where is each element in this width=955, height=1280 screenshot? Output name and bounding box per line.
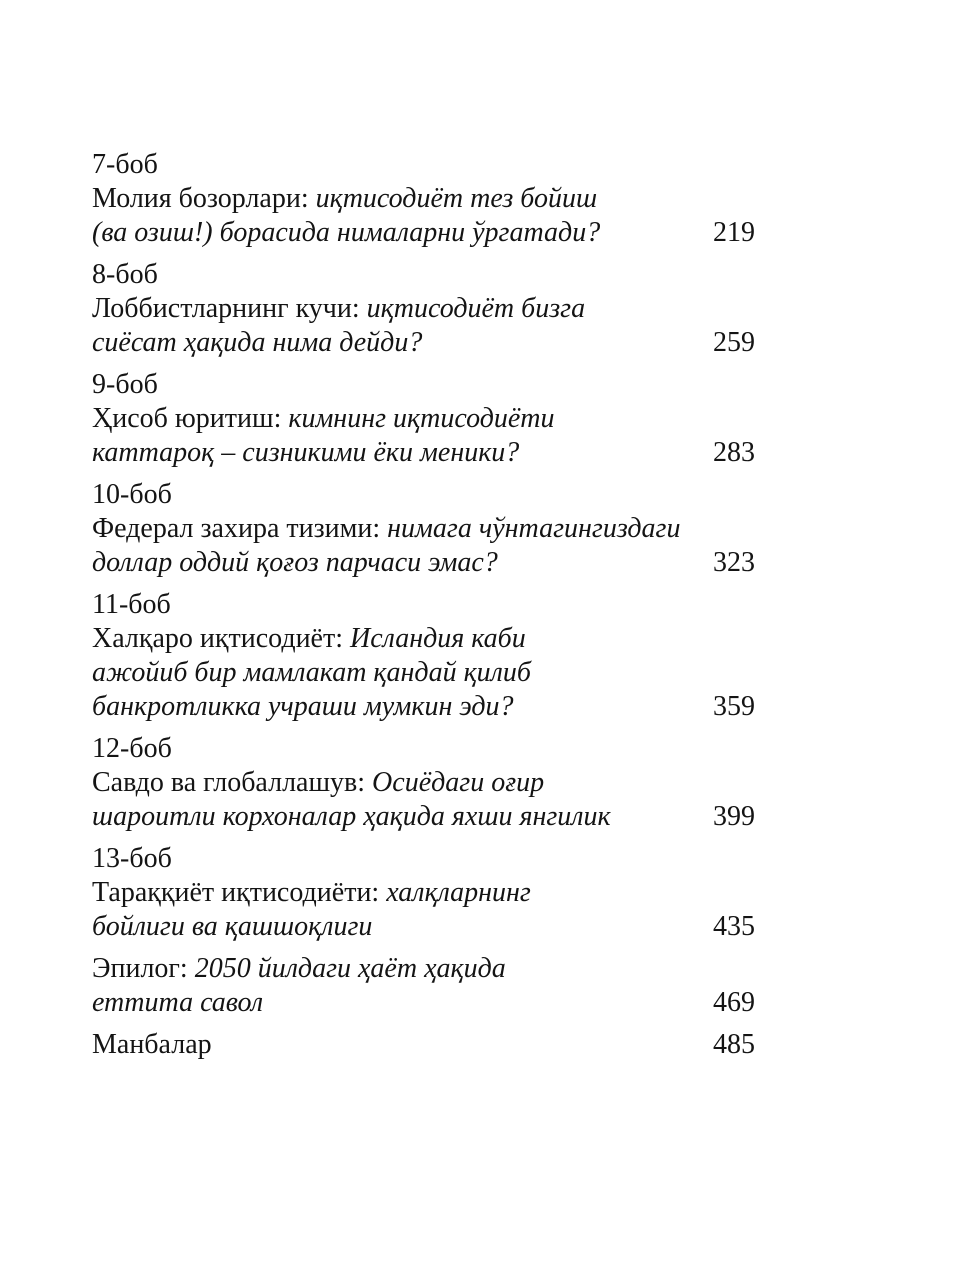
- toc-title-text: [92, 656, 531, 690]
- toc-title-text: [92, 546, 498, 580]
- title-subtitle-segment: Осиёдаги оғир: [372, 767, 545, 798]
- toc-title-line: [92, 766, 755, 800]
- chapter-number-label: 9-боб: [92, 369, 158, 400]
- title-main-segment: Федерал захира тизими:: [92, 513, 388, 544]
- title-subtitle-segment: ажойиб бир мамлакат қандай қилиб: [92, 657, 531, 688]
- toc-title-line: [92, 546, 755, 580]
- toc-list: [92, 148, 755, 1070]
- toc-entry: [92, 258, 755, 360]
- toc-title-text: [92, 292, 585, 326]
- toc-title-text: [92, 182, 597, 216]
- toc-title-text: [92, 436, 519, 470]
- title-subtitle-segment: еттита савол: [92, 987, 264, 1018]
- title-main-segment: Манбалар: [92, 1029, 212, 1060]
- title-main-segment: Ҳисоб юритиш:: [92, 403, 289, 434]
- title-subtitle-segment: нимага чўнтагингиздаги: [387, 513, 681, 544]
- title-subtitle-segment: Исландия каби: [350, 623, 526, 654]
- toc-title-line: [92, 326, 755, 360]
- toc-title-line: [92, 800, 755, 834]
- title-subtitle-segment: банкротликка учраши мумкин эди?: [92, 691, 514, 722]
- title-main-segment: Савдо ва глобаллашув:: [92, 767, 373, 798]
- page-number: 435: [713, 911, 755, 942]
- title-main-segment: Халқаро иқтисодиёт:: [92, 623, 351, 654]
- title-main-segment: Эпилог:: [92, 953, 195, 984]
- title-subtitle-segment: халқларнинг: [386, 877, 531, 908]
- toc-title-text: [92, 216, 600, 250]
- title-main-segment: Лоббистларнинг кучи:: [92, 293, 367, 324]
- chapter-number-label: 7-боб: [92, 149, 158, 180]
- toc-title-text: [92, 910, 372, 944]
- toc-entry: [92, 952, 755, 1020]
- title-subtitle-segment: кимнинг иқтисодиёти: [288, 403, 555, 434]
- title-subtitle-segment: доллар оддий қоғоз парчаси эмас?: [92, 547, 498, 578]
- toc-title-text: [92, 1028, 212, 1062]
- toc-entry: [92, 478, 755, 580]
- toc-title-line: [92, 182, 755, 216]
- title-subtitle-segment: иқтисодиёт тез бойиш: [315, 183, 598, 214]
- toc-title-text: [92, 766, 544, 800]
- toc-title-line: [92, 292, 755, 326]
- title-subtitle-segment: сиёсат ҳақида нима дейди?: [92, 327, 423, 358]
- toc-title-line: [92, 512, 755, 546]
- toc-title-line: [92, 986, 755, 1020]
- toc-entry: [92, 732, 755, 834]
- title-subtitle-segment: (ва озиш!) борасида нималарни ўргатади?: [92, 217, 601, 248]
- chapter-number-label: 10-боб: [92, 479, 172, 510]
- chapter-number-label: 12-боб: [92, 733, 172, 764]
- title-main-segment: Молия бозорлари:: [92, 183, 316, 214]
- title-main-segment: Тараққиёт иқтисодиёти:: [92, 877, 387, 908]
- page-number: 485: [713, 1029, 755, 1060]
- title-subtitle-segment: 2050 йилдаги ҳаёт ҳақида: [194, 953, 506, 984]
- page-number: 399: [713, 801, 755, 832]
- toc-entry: [92, 368, 755, 470]
- toc-title-line: [92, 910, 755, 944]
- toc-title-text: [92, 800, 611, 834]
- title-subtitle-segment: бойлиги ва қашшоқлиги: [92, 911, 373, 942]
- toc-title-line: [92, 876, 755, 910]
- toc-entry: [92, 148, 755, 250]
- chapter-number-label: 13-боб: [92, 843, 172, 874]
- toc-title-text: [92, 402, 555, 436]
- toc-title-line: [92, 402, 755, 436]
- toc-title-line: [92, 690, 755, 724]
- toc-entry: [92, 842, 755, 944]
- toc-title-line: [92, 656, 755, 690]
- toc-title-line: [92, 952, 755, 986]
- toc-title-text: [92, 326, 422, 360]
- toc-title-text: [92, 952, 506, 986]
- page-number: 359: [713, 691, 755, 722]
- page-number: 323: [713, 547, 755, 578]
- toc-title-line: [92, 436, 755, 470]
- chapter-number-label: 8-боб: [92, 259, 158, 290]
- title-subtitle-segment: иқтисодиёт бизга: [366, 293, 586, 324]
- title-subtitle-segment: каттароқ – сизникими ёки меники?: [92, 437, 520, 468]
- toc-title-text: [92, 986, 263, 1020]
- toc-title-line: [92, 622, 755, 656]
- title-subtitle-segment: шароитли корхоналар ҳақида яхши янгилик: [92, 801, 611, 832]
- page-number: 283: [713, 437, 755, 468]
- chapter-number-label: 11-боб: [92, 589, 171, 620]
- toc-title-text: [92, 690, 514, 724]
- toc-title-text: [92, 512, 680, 546]
- toc-title-line: [92, 216, 755, 250]
- page-number: 469: [713, 987, 755, 1018]
- toc-entry: [92, 588, 755, 724]
- page-number: 259: [713, 327, 755, 358]
- toc-title-line: [92, 1028, 755, 1062]
- toc-title-text: [92, 622, 526, 656]
- page-number: 219: [713, 217, 755, 248]
- toc-title-text: [92, 876, 531, 910]
- toc-entry: [92, 1028, 755, 1062]
